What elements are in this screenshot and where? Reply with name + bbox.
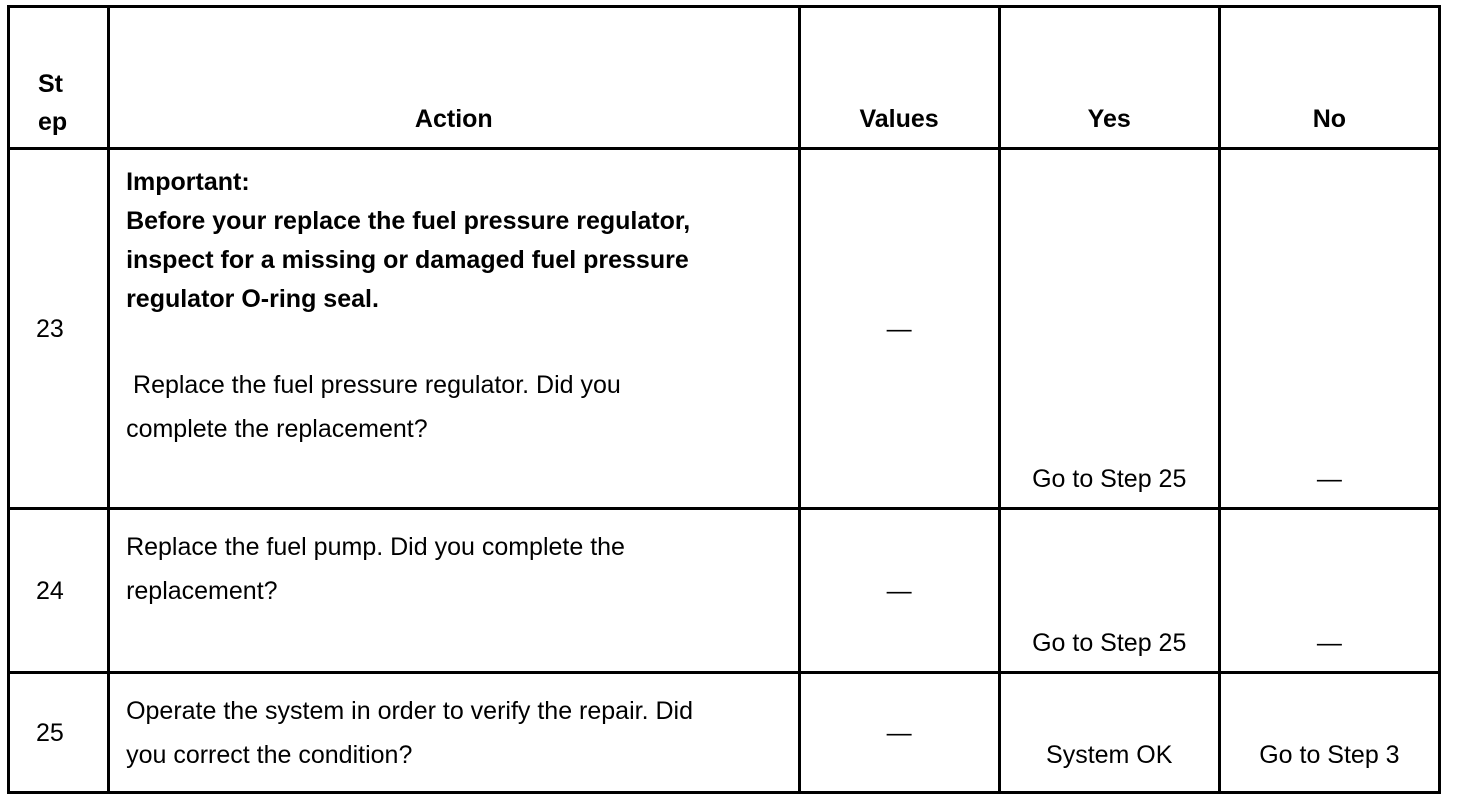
yes-cell: Go to Step 25 — [999, 149, 1219, 509]
important-note — [126, 163, 787, 319]
table-row — [9, 149, 1440, 509]
values-cell: — — [799, 149, 999, 509]
no-cell: — — [1219, 509, 1439, 673]
header-step: St ep — [9, 7, 109, 149]
values-cell: — — [799, 673, 999, 793]
no-cell: — — [1219, 149, 1439, 509]
header-action: Action — [109, 7, 799, 149]
header-values: Values — [799, 7, 999, 149]
step-number: 25 — [9, 673, 109, 793]
table-row — [9, 673, 1440, 793]
step-number: 23 — [9, 149, 109, 509]
table-row — [9, 509, 1440, 673]
diagnostic-table — [7, 5, 1441, 794]
values-cell: — — [799, 509, 999, 673]
action-cell — [109, 509, 799, 673]
yes-cell: Go to Step 25 — [999, 509, 1219, 673]
action-cell — [109, 149, 799, 509]
header-no: No — [1219, 7, 1439, 149]
step-number: 24 — [9, 509, 109, 673]
action-cell — [109, 673, 799, 793]
no-cell: Go to Step 3 — [1219, 673, 1439, 793]
important-text: Before your replace the fuel pressure regulator, inspect for a missing or damaged fuel pressure regulator O-ring seal. — [126, 206, 691, 313]
action-text: Replace the fuel pump. Did you complete the replacement? — [126, 532, 625, 605]
important-label: Important: — [126, 167, 250, 196]
header-row — [9, 7, 1440, 149]
action-text: Operate the system in order to verify the repair. Did you correct the condition? — [126, 696, 693, 769]
yes-cell: System OK — [999, 673, 1219, 793]
action-text: Replace the fuel pressure regulator. Did you complete the replacement? — [126, 370, 628, 443]
header-yes: Yes — [999, 7, 1219, 149]
